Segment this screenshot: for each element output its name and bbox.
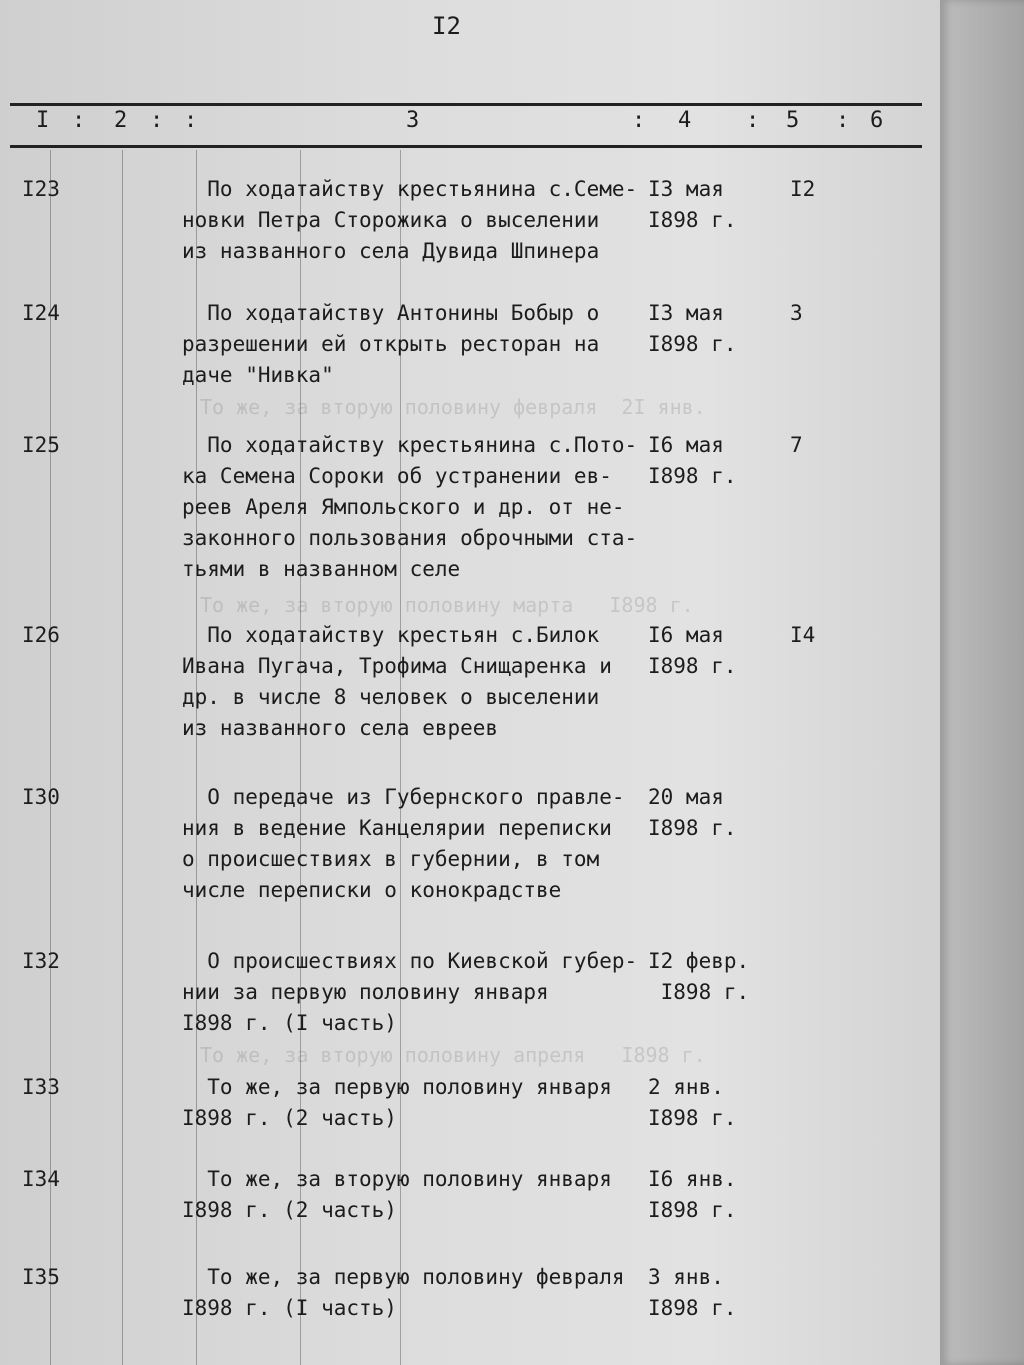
record-number: I23 <box>22 177 60 201</box>
bleed-through-text: То же, за вторую половину февраля 2I янв. <box>200 395 706 419</box>
column-header-5: 5 <box>786 108 800 133</box>
record-number: I33 <box>22 1075 60 1099</box>
column-separator: : <box>746 108 760 133</box>
record-number: I26 <box>22 623 60 647</box>
record-sheets: 7 <box>790 433 803 457</box>
record-description: То же, за первую половину февраля I898 г. (I часть) <box>182 1265 625 1320</box>
record-date: I2 февр. I898 г. <box>648 949 750 1004</box>
background-edge <box>940 0 1024 1365</box>
record-number: I25 <box>22 433 60 457</box>
column-header-3: 3 <box>406 108 420 133</box>
table-top-rule <box>10 103 922 106</box>
record-date: I3 мая I898 г. <box>648 301 737 356</box>
column-separator: : <box>836 108 850 133</box>
table-header-rule <box>10 145 922 148</box>
column-separator: : <box>150 108 164 133</box>
record-date: 2 янв. I898 г. <box>648 1075 737 1130</box>
record-number: I32 <box>22 949 60 973</box>
record-date: I3 мая I898 г. <box>648 177 737 232</box>
record-number: I30 <box>22 785 60 809</box>
record-description: О происшествиях по Киевской губер- нии за первую половину января I898 г. (I часть) <box>182 949 638 1035</box>
record-date: I6 мая I898 г. <box>648 623 737 678</box>
record-description: По ходатайству крестьян с.Билок Ивана Пугача, Трофима Снищаренка и др. в числе 8 человек о выселении из названного села евреев <box>182 623 612 740</box>
column-separator: : <box>72 108 86 133</box>
record-number: I34 <box>22 1167 60 1191</box>
record-description: То же, за вторую половину января I898 г. (2 часть) <box>182 1167 612 1222</box>
record-description: По ходатайству Антонины Бобыр о разрешении ей открыть ресторан на даче "Нивка" <box>182 301 600 387</box>
record-sheets: 3 <box>790 301 803 325</box>
record-date: 20 мая I898 г. <box>648 785 737 840</box>
record-description: О передаче из Губернского правле- ния в ведение Канцелярии переписки о происшествиях в губернии, в том числе переписки о конокрадстве <box>182 785 625 902</box>
column-separator: : <box>184 108 198 133</box>
column-header-row <box>0 108 940 142</box>
record-sheets: I4 <box>790 623 816 647</box>
column-guide-line <box>122 150 123 1365</box>
column-header-4: 4 <box>678 108 692 133</box>
record-number: I24 <box>22 301 60 325</box>
column-header-2: 2 <box>114 108 128 133</box>
record-date: 3 янв. I898 г. <box>648 1265 737 1320</box>
record-description: По ходатайству крестьянина с.Семе- новки Петра Сторожика о выселении из названного села Дувида Шпинера <box>182 177 638 263</box>
column-separator: : <box>632 108 646 133</box>
record-date: I6 янв. I898 г. <box>648 1167 737 1222</box>
record-number: I35 <box>22 1265 60 1289</box>
bleed-through-text: То же, за вторую половину марта I898 г. <box>200 593 694 617</box>
column-header-6: 6 <box>870 108 884 133</box>
record-description: То же, за первую половину января I898 г. (2 часть) <box>182 1075 612 1130</box>
record-sheets: I2 <box>790 177 816 201</box>
record-date: I6 мая I898 г. <box>648 433 737 488</box>
column-header-1: I <box>36 108 50 133</box>
page-number: I2 <box>432 12 461 40</box>
record-description: По ходатайству крестьянина с.Пото- ка Семена Сороки об устранении ев- реев Ареля Ямпольского и др. от не- законного пользования оброчными ста- тьями в названном селе <box>182 433 638 581</box>
bleed-through-text: То же, за вторую половину апреля I898 г. <box>200 1043 706 1067</box>
